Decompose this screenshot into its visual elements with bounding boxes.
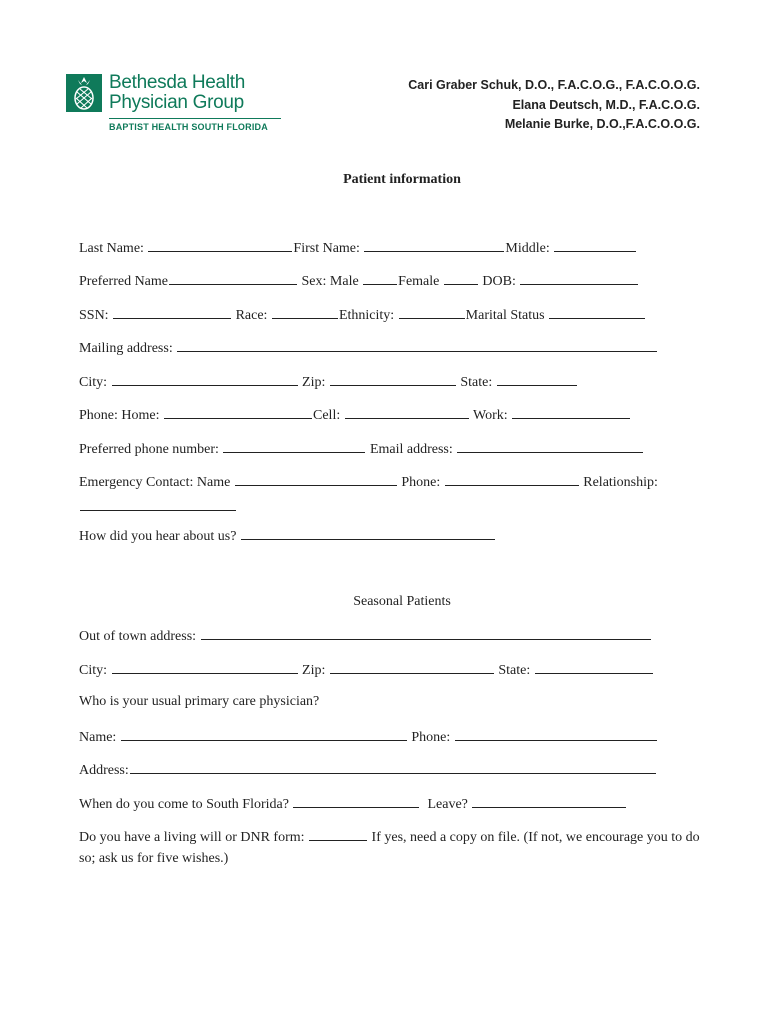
physician-2: Elana Deutsch, M.D., F.A.C.O.G. bbox=[512, 97, 700, 112]
pcp-name-label: Name: bbox=[79, 730, 117, 745]
preferred-phone-label: Preferred phone number: bbox=[79, 442, 219, 457]
ethnicity-field[interactable] bbox=[399, 304, 465, 319]
how-heard-field[interactable] bbox=[241, 525, 495, 540]
city-label: City: bbox=[79, 375, 108, 390]
race-field[interactable] bbox=[272, 304, 338, 319]
cell-field[interactable] bbox=[345, 404, 469, 419]
row-dates bbox=[79, 793, 627, 813]
female-label: Female bbox=[398, 274, 440, 289]
pcp-address-field[interactable] bbox=[130, 759, 656, 774]
row-pcp-question bbox=[79, 692, 319, 712]
mailing-address-field[interactable] bbox=[177, 337, 657, 352]
when-come-label: When do you come to South Florida? bbox=[79, 797, 289, 812]
when-come-field[interactable] bbox=[293, 793, 419, 808]
last-name-field[interactable] bbox=[148, 237, 292, 252]
emergency-phone-field[interactable] bbox=[445, 471, 579, 486]
row-city bbox=[79, 371, 578, 391]
first-name-field[interactable] bbox=[364, 237, 504, 252]
last-name-label: Last Name: bbox=[79, 241, 144, 256]
sex-male-label: Sex: Male bbox=[301, 274, 359, 289]
how-heard-label: How did you hear about us? bbox=[79, 529, 237, 544]
physician-1: Cari Graber Schuk, D.O., F.A.C.O.G., F.A.C.O.O.G. bbox=[408, 78, 700, 92]
row-relationship-continued bbox=[79, 496, 237, 516]
living-will-label: Do you have a living will or DNR form: bbox=[79, 830, 305, 845]
emergency-name-field[interactable] bbox=[235, 471, 397, 486]
cell-label: Cell: bbox=[313, 408, 341, 423]
living-will-note: If yes, need a copy on file. (If not, we encourage you to do so; ask us for five wishes.) bbox=[79, 830, 700, 866]
row-preferred-phone bbox=[79, 438, 644, 458]
zip-label: Zip: bbox=[302, 375, 326, 390]
pcp-phone-label: Phone: bbox=[411, 730, 451, 745]
pcp-name-field[interactable] bbox=[121, 726, 407, 741]
middle-field[interactable] bbox=[554, 237, 636, 252]
pineapple-icon bbox=[66, 74, 102, 112]
seasonal-zip-field[interactable] bbox=[330, 659, 494, 674]
first-name-label: First Name: bbox=[293, 241, 360, 256]
state-field[interactable] bbox=[497, 371, 577, 386]
out-of-town-label: Out of town address: bbox=[79, 629, 197, 644]
preferred-phone-field[interactable] bbox=[223, 438, 365, 453]
pcp-address-label: Address: bbox=[79, 763, 129, 778]
marital-status-field[interactable] bbox=[549, 304, 645, 319]
race-label: Race: bbox=[235, 308, 268, 323]
row-preferred bbox=[79, 270, 639, 290]
dob-field[interactable] bbox=[520, 270, 638, 285]
dob-label: DOB: bbox=[482, 274, 516, 289]
row-emergency bbox=[79, 471, 658, 491]
seasonal-title: Seasonal Patients bbox=[353, 594, 451, 609]
seasonal-state-field[interactable] bbox=[535, 659, 653, 674]
marital-status-label: Marital Status bbox=[465, 308, 545, 323]
seasonal-city-label: City: bbox=[79, 663, 108, 678]
relationship-field[interactable] bbox=[80, 496, 236, 511]
row-phones bbox=[79, 404, 631, 424]
phone-home-field[interactable] bbox=[164, 404, 312, 419]
zip-field[interactable] bbox=[330, 371, 456, 386]
row-mailing bbox=[79, 337, 658, 357]
leave-field[interactable] bbox=[472, 793, 626, 808]
work-field[interactable] bbox=[512, 404, 630, 419]
email-field[interactable] bbox=[457, 438, 643, 453]
relationship-label: Relationship: bbox=[583, 475, 658, 490]
logo-wordmark bbox=[109, 73, 245, 113]
seasonal-zip-label: Zip: bbox=[302, 663, 326, 678]
preferred-name-label: Preferred Name bbox=[79, 274, 169, 289]
preferred-name-field[interactable] bbox=[169, 270, 297, 285]
middle-label: Middle: bbox=[505, 241, 550, 256]
row-pcp-address bbox=[79, 759, 657, 779]
living-will-paragraph bbox=[79, 826, 719, 869]
logo-subtitle: BAPTIST HEALTH SOUTH FLORIDA bbox=[109, 122, 268, 132]
ssn-field[interactable] bbox=[113, 304, 231, 319]
pcp-question: Who is your usual primary care physician? bbox=[79, 694, 320, 709]
row-how-heard bbox=[79, 525, 496, 545]
city-field[interactable] bbox=[112, 371, 298, 386]
logo bbox=[66, 74, 286, 134]
physician-3: Melanie Burke, D.O.,F.A.C.O.O.G. bbox=[504, 117, 700, 131]
logo-divider bbox=[109, 118, 281, 119]
mailing-address-label: Mailing address: bbox=[79, 341, 173, 356]
form-title: Patient information bbox=[343, 172, 461, 187]
row-out-of-town bbox=[79, 625, 652, 645]
pcp-phone-field[interactable] bbox=[455, 726, 657, 741]
ssn-label: SSN: bbox=[79, 308, 109, 323]
row-seasonal-city bbox=[79, 659, 654, 679]
ethnicity-label: Ethnicity: bbox=[338, 308, 395, 323]
seasonal-city-field[interactable] bbox=[112, 659, 298, 674]
leave-label: Leave? bbox=[427, 797, 468, 812]
female-field[interactable] bbox=[444, 270, 478, 285]
row-names bbox=[79, 237, 637, 257]
row-ssn bbox=[79, 304, 646, 324]
out-of-town-field[interactable] bbox=[201, 625, 651, 640]
living-will-field[interactable] bbox=[309, 826, 367, 841]
state-label: State: bbox=[460, 375, 493, 390]
sex-male-field[interactable] bbox=[363, 270, 397, 285]
emergency-phone-label: Phone: bbox=[401, 475, 441, 490]
phone-home-label: Phone: Home: bbox=[79, 408, 160, 423]
logo-line1: Bethesda Health bbox=[109, 72, 245, 93]
physician-list bbox=[408, 76, 700, 135]
logo-line2: Physician Group bbox=[109, 92, 244, 113]
row-pcp-name bbox=[79, 726, 658, 746]
work-label: Work: bbox=[472, 408, 508, 423]
email-label: Email address: bbox=[369, 442, 453, 457]
seasonal-state-label: State: bbox=[498, 663, 531, 678]
emergency-contact-label: Emergency Contact: Name bbox=[79, 475, 231, 490]
